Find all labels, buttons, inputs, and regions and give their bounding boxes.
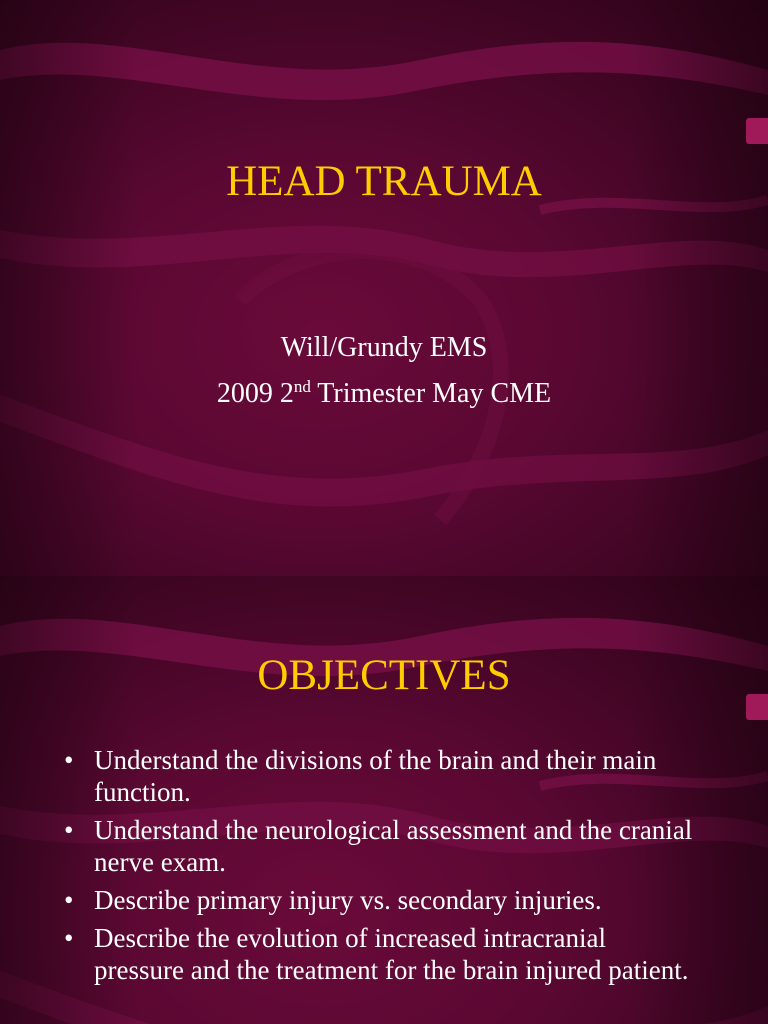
accent-tab [746,118,768,144]
list-item [58,884,698,916]
bullet-icon: • [64,745,74,775]
organization-name: Will/Grundy EMS [280,332,488,363]
list-item [58,814,698,878]
session-superscript: nd [293,377,311,396]
objectives-list [58,744,698,992]
list-item [58,922,698,986]
bullet-icon: • [64,923,74,953]
session-line [0,377,768,409]
bullet-icon: • [64,815,74,845]
list-item [58,744,698,808]
list-item-text: Describe primary injury vs. secondary injuries. [94,885,602,915]
accent-tab [746,694,768,720]
slide-title: OBJECTIVES [257,652,511,699]
bullet-icon: • [64,885,74,915]
list-item-text: Describe the evolution of increased intracranial pressure and the treatment for the brain injured patient. [94,923,689,985]
session-prefix: 2009 2 [216,378,294,409]
objectives-slide [0,576,768,1024]
session-suffix: Trimester May CME [310,378,552,409]
subtitle-block [0,334,768,426]
slide-title: HEAD TRAUMA [226,158,542,205]
list-item-text: Understand the neurological assessment and the cranial nerve exam. [94,815,693,877]
list-item-text: Understand the divisions of the brain and their main function. [94,745,657,807]
